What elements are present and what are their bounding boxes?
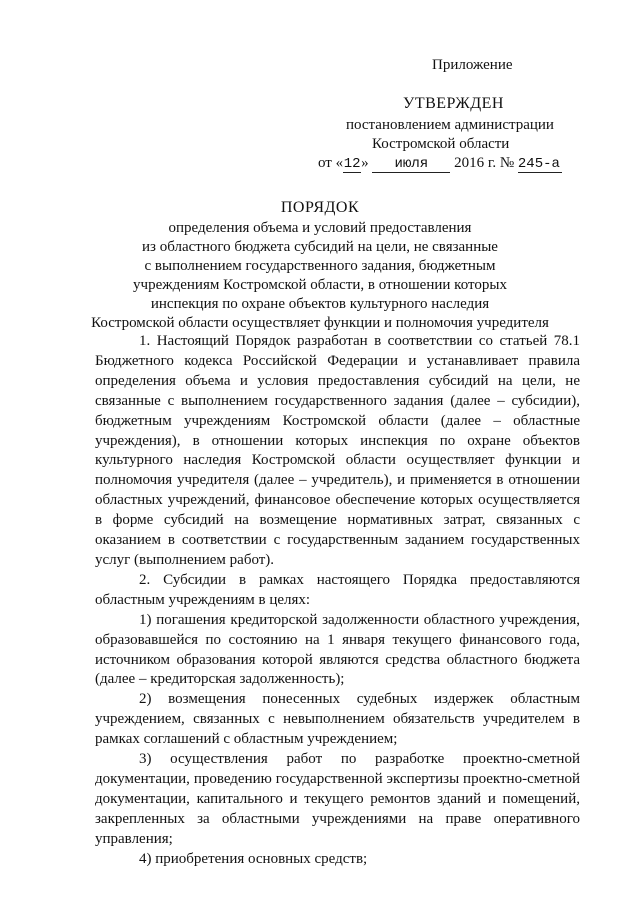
title-line: определения объема и условий предоставления (168, 220, 472, 236)
list-item-4: 4) приобретения основных средств; (139, 850, 368, 867)
approval-line-2: Костромской области (372, 136, 510, 152)
title-line: из областного бюджета субсидий на цели, не связанные (142, 239, 498, 255)
list-item-1: 1) погашения кредиторской задолженности областного учреждения, образовавшейся по состоянию на 1 января текущего финансового года, источником образования которой являются средства областного бюджета (далее – кредиторская задолженность); (95, 611, 580, 688)
title-line: с выполнением государственного задания, бюджетным (144, 258, 496, 274)
paragraph-1: 1. Настоящий Порядок разработан в соответствии со статьей 78.1 Бюджетного кодекса Российской Федерации и устанавливает правила определения объема и условия предоставления субсидий на цели, не связанные с выполнением государственного задания (далее – субсидии), бюджетным учреждениям Костромской области (далее – областные учреждения), в отношении которых инспекция по охране объектов культурного наследия Костромской области осуществляет функции и полномочия учредителя (далее – учредитель), и применяется в отношении областных учреждений, финансовое обеспечение которых осуществляется в форме субсидий на возмещение нормативных затрат, связанных с оказанием в соответствии с государственным заданием государственных услуг (выполнением работ). (95, 333, 580, 568)
document-body (95, 332, 580, 869)
date-month: июля (372, 157, 450, 173)
date-day: 12 (343, 156, 361, 172)
title-main: ПОРЯДОК (280, 199, 360, 216)
document-number: 245-а (517, 156, 560, 172)
date-prefix: от « (318, 155, 344, 171)
paragraph-2: 2. Субсидии в рамках настоящего Порядка предоставляются областным учреждениям в целях: (95, 571, 580, 608)
approval-date-line (318, 154, 562, 173)
title-line: Костромской области осуществляет функции и полномочия учредителя (91, 315, 549, 331)
approval-line-1: постановлением администрации (346, 117, 554, 133)
date-mid: » (361, 155, 369, 171)
approved-label: УТВЕРЖДЕН (403, 95, 504, 112)
appendix-label: Приложение (432, 57, 513, 73)
title-line: учреждениям Костромской области, в отношении которых (133, 277, 507, 293)
title-line: инспекция по охране объектов культурного наследия (150, 296, 490, 312)
date-year: 2016 г. № (454, 155, 515, 171)
list-item-3: 3) осуществления работ по разработке проектно-сметной документации, проведению государственной экспертизы проектно-сметной документации, капитального и текущего ремонтов зданий и помещений, закрепленных за областными учреждениями на праве оперативного управления; (95, 751, 580, 847)
list-item-2: 2) возмещения понесенных судебных издержек областным учреждением, связанных с невыполнением обязательств учредителем в рамках соглашений с областным учреждением; (95, 691, 580, 748)
document-title (0, 198, 640, 333)
